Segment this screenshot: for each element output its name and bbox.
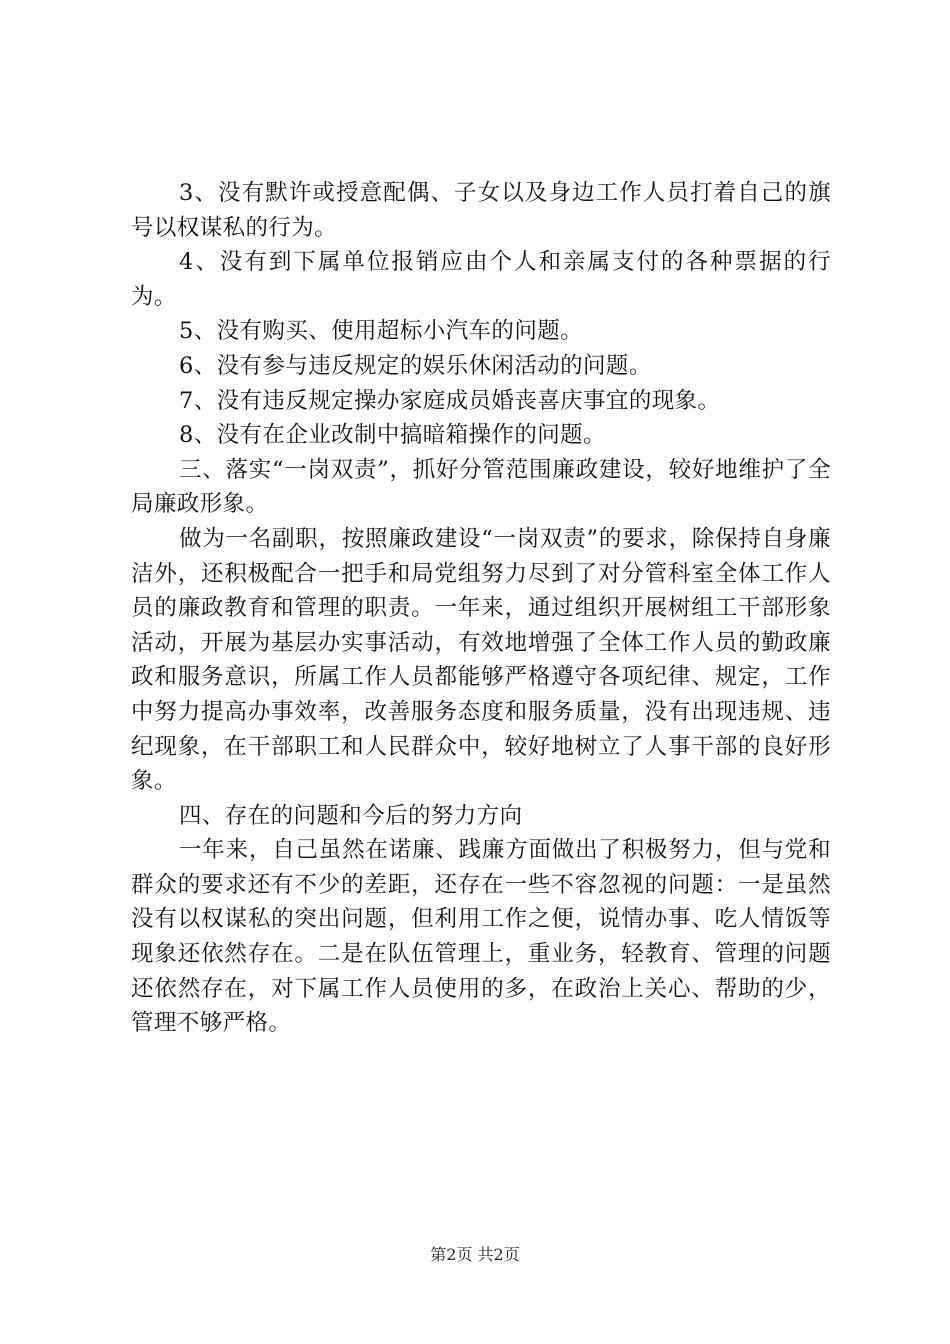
- page-number-footer: 第2页 共2页: [430, 1245, 520, 1264]
- item-8-paragraph: 8、没有在企业改制中搞暗箱操作的问题。: [179, 422, 606, 449]
- item-5-paragraph: 5、没有购买、使用超标小汽车的问题。: [179, 318, 584, 345]
- item-7-paragraph: 7、没有违反规定操办家庭成员婚丧喜庆事宜的现象。: [179, 387, 721, 414]
- item-6-paragraph: 6、没有参与违反规定的娱乐休闲活动的问题。: [179, 352, 652, 379]
- section-3-body-paragraph: 做为一名副职，按照廉政建设“一岗双责”的要求，除保持自身廉洁外，还积极配合一把手和局党组努力尽到了对分管科室全体工作人员的廉政教育和管理的职责。一年来，通过组织开展树组工干部形象活动，开展为基层办实事活动，有效地增强了全体工作人员的勤政廉政和服务意识，所属工作人员都能够严格遵守各项纪律、规定，工作中努力提高办事效率，改善服务态度和服务质量，没有出现违规、违纪现象，在干部职工和人民群众中，较好地树立了人事干部的良好形象。: [131, 525, 831, 795]
- section-4-body-paragraph: 一年来，自己虽然在诺廉、践廉方面做出了积极努力，但与党和群众的要求还有不少的差距，还存在一些不容忽视的问题：一是虽然没有以权谋私的突出问题，但利用工作之便，说情办事、吃人情饭等现象还依然存在。二是在队伍管理上，重业务，轻教育、管理的问题还依然存在，对下属工作人员使用的多，在政治上关心、帮助的少，管理不够严格。: [131, 837, 831, 1037]
- item-3-paragraph: 3、没有默许或授意配偶、子女以及身边工作人员打着自己的旗号以权谋私的行为。: [131, 180, 831, 241]
- section-4-heading: 四、存在的问题和今后的努力方向: [179, 802, 523, 829]
- section-3-heading: 三、落实“一岗双责”，抓好分管范围廉政建设，较好地维护了全局廉政形象。: [131, 456, 831, 518]
- item-4-paragraph: 4、没有到下属单位报销应由个人和亲属支付的各种票据的行为。: [131, 249, 831, 310]
- document-body: [131, 176, 831, 1041]
